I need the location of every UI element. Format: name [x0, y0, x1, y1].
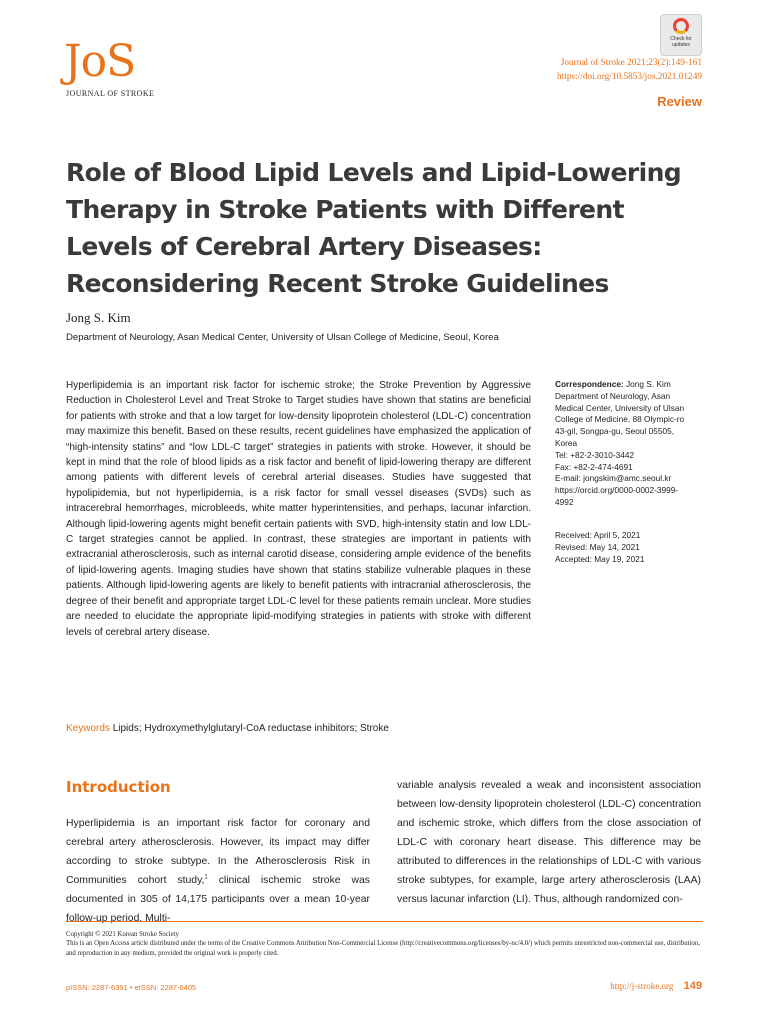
keywords-list: Lipids; Hydroxymethylglutaryl-CoA reductase inhibitors; Stroke — [112, 723, 389, 734]
journal-citation: Journal of Stroke 2021;23(2):149-161 — [560, 58, 702, 68]
correspondence-line: Department of Neurology, Asan — [555, 390, 671, 401]
correspondence-name: Jong S. Kim — [626, 379, 671, 389]
article-type: Review — [657, 94, 702, 109]
page-number: 149 — [683, 980, 702, 992]
journal-url[interactable]: http://j-stroke.org — [610, 981, 674, 991]
intro-text-2: clinical ischemic stroke was documented in 305 of 14,175 participants over a mean 10-year follow-up period. Multi- — [66, 875, 371, 924]
correspondence-tel: Tel: +82-2-3010-3442 — [555, 449, 635, 460]
abstract: Hyperlipidemia is an important risk factor for ischemic stroke; the Stroke Prevention by Aggressive Reduction in Cholesterol Level and Treat Stroke to Target studies have shown that statins are beneficial for patients with stroke and that a low target for low-density lipoprotein cholesterol (LDL-C) concentration may maximize this benefit. Based on these results, recent guidelines have emphasized the application of “high-intensity statins” and “low LDL-C target” strategies in patients with stroke. However, it should be kept in mind that the role of blood lipids as a risk factor and benefit of lipid-lowering therapy are different among patients with different levels of cerebral arterial diseases. Studies have suggested that hypolipidemia, but not hyperlipidemia, is a risk factor for small vessel diseases (SVDs) such as intracerebral hemorrhages, microbleeds, white matter hyperintensities, and perhaps, lacunar infarction. Although lipid-lowering agents might benefit certain patients with SVD, high-intensity statin and low LDL-C target strategies cannot be applied. In contrast, these strategies are important in patients with extracranial atherosclerosis, such as internal carotid disease, considering ample evidence of the benefits of lipid-lowering agents. Imaging studies have shown that statins stabilize vulnerable plaques in these patients. Although lipid-lowering agents are likely to benefit patients with intracranial atherosclerosis, the degree of their benefit and appropriate target LDL-C level for these patients remain unclear. More studies are needed to elucidate the appropriate lipid-modifying strategies in patients with stroke with different levels of cerebral artery disease. — [66, 380, 531, 638]
correspondence-line: 43-gil, Songpa-gu, Seoul 05505, — [555, 426, 675, 437]
keywords-label: Keywords — [66, 723, 110, 734]
intro-text-1: Hyperlipidemia is an important risk factor for coronary and cerebral artery atherosclerosis. However, its impact may differ according to stroke subtype. In the Atherosclerosis Risk in Communities cohort study, — [66, 818, 370, 886]
correspondence-email[interactable]: E-mail: jongskim@amc.seoul.kr — [555, 473, 672, 484]
correspondence-line: College of Medicine, 88 Olympic-ro — [555, 414, 685, 425]
author-affiliation: Department of Neurology, Asan Medical Center, University of Ulsan College of Medicine, Seoul, Korea — [66, 332, 499, 343]
license-text: This is an Open Access article distributed under the terms of the Creative Commons Attribution Non-Commercial License (http://creativecommons.org/licenses/by-nc/4.0/) which permits unrestricted non-commercial use, distribution, and reproduction in any medium, provided the original work is properly cited. — [66, 940, 700, 957]
doi-link[interactable]: https://doi.org/10.5853/jos.2021.01249 — [557, 72, 702, 82]
correspondence-orcid[interactable]: https://orcid.org/0000-0002-3999- — [555, 485, 679, 496]
crossmark-icon — [673, 18, 689, 34]
author-name: Jong S. Kim — [66, 310, 131, 325]
correspondence-line: Korea — [555, 437, 578, 448]
revised-date: Revised: May 14, 2021 — [555, 541, 640, 552]
article-dates — [555, 530, 705, 565]
check-for-updates-badge[interactable] — [660, 14, 702, 56]
correspondence-box — [555, 379, 705, 509]
copyright-line: Copyright © 2021 Korean Stroke Society — [66, 931, 179, 938]
correspondence-label: Correspondence: — [555, 379, 624, 389]
footer-divider — [66, 921, 703, 922]
badge-label: Check for updates — [670, 36, 692, 48]
citation-superscript[interactable]: 1 — [204, 874, 208, 881]
correspondence-line: Medical Center, University of Ulsan — [555, 402, 685, 413]
article-title: Role of Blood Lipid Levels and Lipid-Lowering Therapy in Stroke Patients with Different Levels of Cerebral Artery Diseases: Reconsidering Recent Stroke Guidelines — [66, 158, 682, 298]
intro-column-right: variable analysis revealed a weak and inconsistent association between low-density lipoprotein cholesterol (LDL-C) concentration and ischemic stroke, which differs from the close association of LDL-C with coronary heart disease. This difference may be attributed to differences in the relationships of LDL-C with various stroke subtypes, for example, large artery atherosclerosis (LAA) versus lacunar infarction (LI). Thus, although randomized con- — [397, 780, 701, 905]
keywords — [66, 723, 389, 734]
journal-logo: JoS — [64, 36, 136, 87]
accepted-date: Accepted: May 19, 2021 — [555, 553, 645, 564]
section-heading-introduction: Introduction — [66, 778, 171, 796]
intro-column-left — [66, 814, 370, 928]
journal-logo-subtitle: JOURNAL OF STROKE — [66, 89, 155, 98]
correspondence-fax: Fax: +82-2-474-4691 — [555, 461, 633, 472]
copyright-notice — [66, 930, 706, 958]
received-date: Received: April 5, 2021 — [555, 530, 641, 540]
journal-reference — [557, 56, 702, 84]
correspondence-orcid-cont: 4992 — [555, 496, 574, 507]
issn: pISSN: 2287-6391 • eISSN: 2287-6405 — [66, 983, 197, 992]
footer-right — [610, 980, 702, 992]
